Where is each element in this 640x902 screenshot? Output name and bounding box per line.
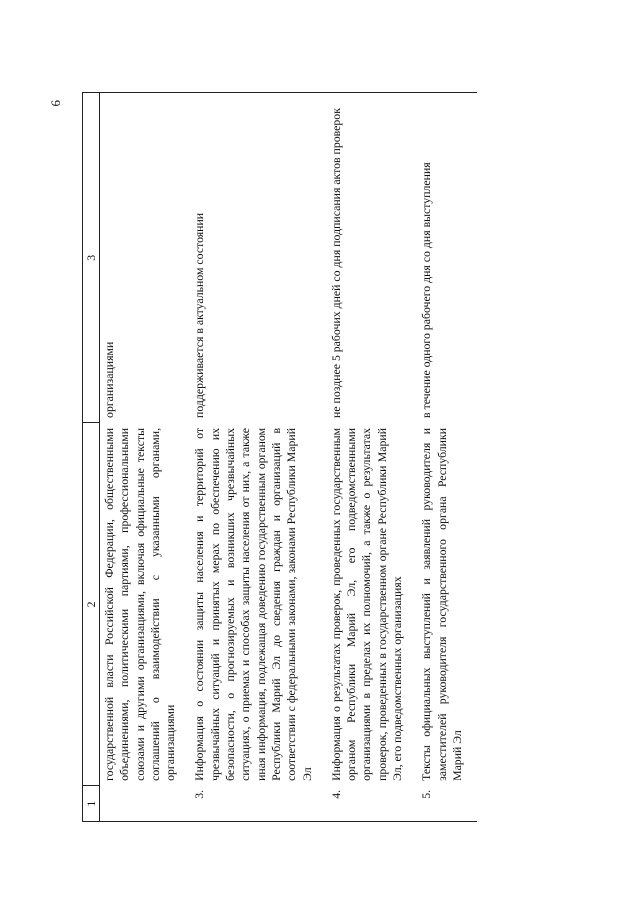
- row-number: 5.: [417, 786, 477, 822]
- row-number: 4.: [327, 786, 417, 822]
- row-content: Тексты официальных выступлений и заявлений руководителя и заместителей руководителя государственного органа Республики Марий Эл: [419, 427, 464, 781]
- table-row: [417, 93, 477, 822]
- page-number-label: 6: [48, 100, 63, 107]
- row-term: поддерживается в актуальном состоянии: [190, 93, 326, 423]
- rotated-table-sheet: [48, 92, 640, 822]
- row-content: Информация о результатах проверок, проведенных государственным органом Республики Марий Эл, его подведомственными организациями в пределах их полномочий, а также о результатах проверок, проведенных в государственном органе Республики Марий Эл, его подведомственных организациях: [328, 427, 405, 781]
- header-col-3: 3: [83, 93, 100, 423]
- row-term: в течение одного рабочего дня со дня выступления: [417, 93, 477, 423]
- table-header-row: [83, 93, 100, 822]
- row-content: Информация о состоянии защиты населения и территорий от чрезвычайных ситуаций и принятых мерах по обеспечению их безопасности, о прогнозируемых и возникших чрезвычайных ситуациях, о приемах и способах защиты населения от них, а также иная информация, подлежащая доведению государственным органом Республики Марий Эл до сведения граждан и организаций в соответствии с федеральными законами, законами Республики Марий Эл: [192, 427, 314, 781]
- page-number: [50, 64, 640, 84]
- row-content: государственной власти Российской Федерации, общественными объединениями, политическими партиями, профессиональными союзами и другими организациями, включая официальные тексты соглашений о взаимодействии с указанными органами, организациями: [102, 427, 178, 781]
- row-term: организациями: [100, 93, 191, 423]
- table-row: [190, 93, 326, 822]
- header-col-2: 2: [83, 423, 100, 786]
- table-row: [100, 93, 191, 822]
- row-term: не позднее 5 рабочих дней со дня подписания актов проверок: [327, 93, 417, 423]
- header-col-1: 1: [83, 786, 100, 822]
- row-number: 3.: [190, 786, 326, 822]
- requirements-table: [82, 92, 477, 822]
- row-number: [100, 786, 191, 822]
- table-row: [327, 93, 417, 822]
